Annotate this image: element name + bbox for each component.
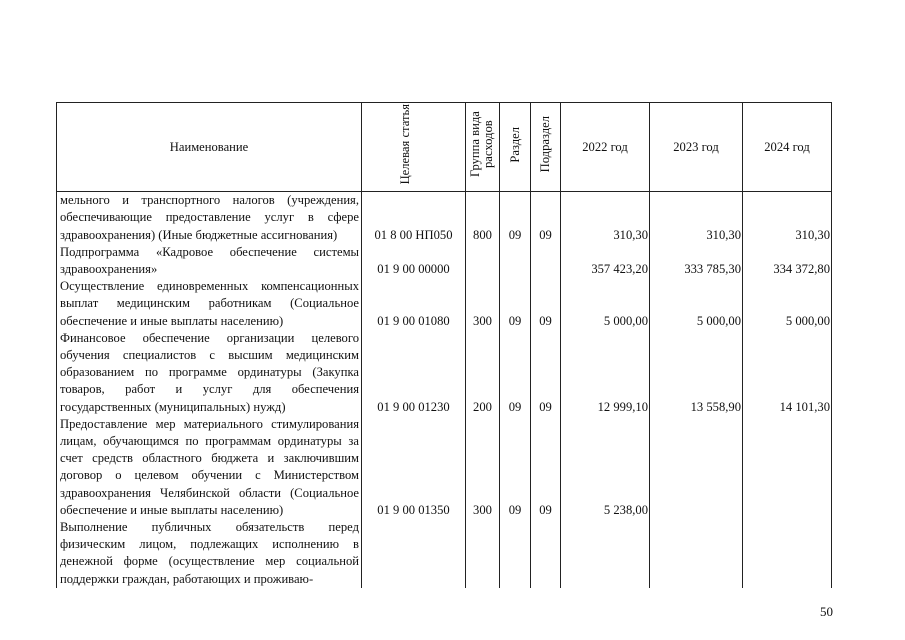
row-target-article: 01 9 00 01230 [362,330,466,416]
table-row [57,244,832,278]
row-section: 09 [500,278,531,330]
table-row [57,192,832,244]
row-year-2022: 12 999,10 [561,330,650,416]
row-target-article: 01 8 00 НП050 [362,192,466,244]
row-section: 09 [500,416,531,519]
row-subsection: 09 [531,192,561,244]
table-row [57,330,832,416]
table-header [57,103,832,192]
row-expense-type-group: 200 [466,330,500,416]
header-year-2024: 2024 год [743,103,832,192]
row-year-2022: 5 238,00 [561,416,650,519]
header-target-article: Целевая статья [362,103,466,192]
row-expense-type-group: 800 [466,192,500,244]
row-name: Выполнение публичных обязательств перед физическим лицом, подлежащих исполнению в денежной форме (осуществление мер социальной поддержки граждан, работающих и проживаю- [57,519,362,588]
row-year-2023: 333 785,30 [650,244,743,278]
page-number: 50 [820,604,833,619]
header-expense-type-group: Группа вида расходов [466,103,500,192]
header-name: Наименование [57,103,362,192]
row-subsection: 09 [531,278,561,330]
row-year-2024: 5 000,00 [743,278,832,330]
header-year-2022: 2022 год [561,103,650,192]
row-year-2022: 310,30 [561,192,650,244]
row-year-2024: 14 101,30 [743,330,832,416]
row-year-2022: 357 423,20 [561,244,650,278]
row-expense-type-group: 300 [466,416,500,519]
header-subsection: Подраздел [531,103,561,192]
row-year-2022: 5 000,00 [561,278,650,330]
row-year-2024: 310,30 [743,192,832,244]
row-name: Финансовое обеспечение организации целевого обучения специалистов с высшим медицинским образованием по программе ординатуры (Закупка товаров, работ и услуг для обеспечения государственных (муниципальных) нужд) [57,330,362,416]
row-expense-type-group [466,519,500,588]
row-year-2022 [561,519,650,588]
row-expense-type-group: 300 [466,278,500,330]
row-target-article: 01 9 00 01350 [362,416,466,519]
row-year-2023 [650,519,743,588]
row-section: 09 [500,330,531,416]
row-year-2024 [743,416,832,519]
budget-table [56,102,832,588]
row-year-2024: 334 372,80 [743,244,832,278]
header-section: Раздел [500,103,531,192]
table-row [57,416,832,519]
row-year-2023: 5 000,00 [650,278,743,330]
row-subsection [531,519,561,588]
row-target-article: 01 9 00 01080 [362,278,466,330]
row-name: Предоставление мер материального стимулирования лицам, обучающимся по программам ординатуры за счет средств областного бюджета и заключившим договор о целевом обучении с Министерством здравоохранения Челябинской области (Социальное обеспечение и иные выплаты населению) [57,416,362,519]
table-row [57,519,832,588]
row-target-article [362,519,466,588]
header-year-2023: 2023 год [650,103,743,192]
row-section [500,244,531,278]
row-target-article: 01 9 00 00000 [362,244,466,278]
row-name: мельного и транспортного налогов (учреждения, обеспечивающие предоставление услуг в сфере здравоохранения) (Иные бюджетные ассигнования) [57,192,362,244]
row-year-2023 [650,416,743,519]
row-year-2024 [743,519,832,588]
row-subsection [531,244,561,278]
row-section [500,519,531,588]
row-name: Подпрограмма «Кадровое обеспечение системы здравоохранения» [57,244,362,278]
row-expense-type-group [466,244,500,278]
row-year-2023: 13 558,90 [650,330,743,416]
row-subsection: 09 [531,330,561,416]
table-body [57,192,832,588]
row-section: 09 [500,192,531,244]
table-row [57,278,832,330]
row-subsection: 09 [531,416,561,519]
row-name: Осуществление единовременных компенсационных выплат медицинским работникам (Социальное обеспечение и иные выплаты населению) [57,278,362,330]
row-year-2023: 310,30 [650,192,743,244]
